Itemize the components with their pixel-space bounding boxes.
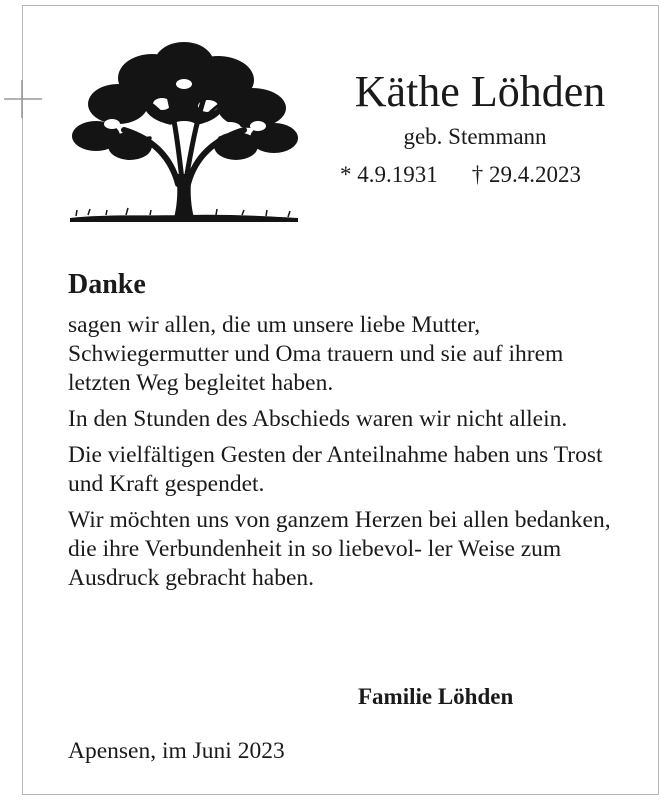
thanks-message <box>68 311 628 600</box>
deceased-name: Käthe Löhden <box>354 67 606 116</box>
maiden-name: geb. Stemmann <box>403 124 547 149</box>
family-signature: Familie Löhden <box>358 684 514 709</box>
place-and-date: Apensen, im Juni 2023 <box>68 738 285 764</box>
oak-tree-silhouette-icon <box>66 34 302 224</box>
crosshair-mark-icon <box>2 78 44 120</box>
life-dates <box>340 160 581 190</box>
thanks-heading: Danke <box>68 269 146 300</box>
message-paragraph: Die vielfältigen Gesten der Anteilnahme haben uns Trost und Kraft gespendet. <box>68 442 603 497</box>
message-paragraph: sagen wir allen, die um unsere liebe Mutter, Schwiegermutter und Oma trauern und sie auf ihrem letzten Weg begleitet haben. <box>68 312 564 396</box>
birth-date: * 4.9.1931 <box>340 162 438 187</box>
message-paragraph: In den Stunden des Abschieds waren wir nicht allein. <box>68 406 568 432</box>
death-date: † 29.4.2023 <box>471 162 581 187</box>
message-paragraph: Wir möchten uns von ganzem Herzen bei allen bedanken, die ihre Verbundenheit in so liebevol- ler Weise zum Ausdruck gebracht haben. <box>68 507 611 591</box>
